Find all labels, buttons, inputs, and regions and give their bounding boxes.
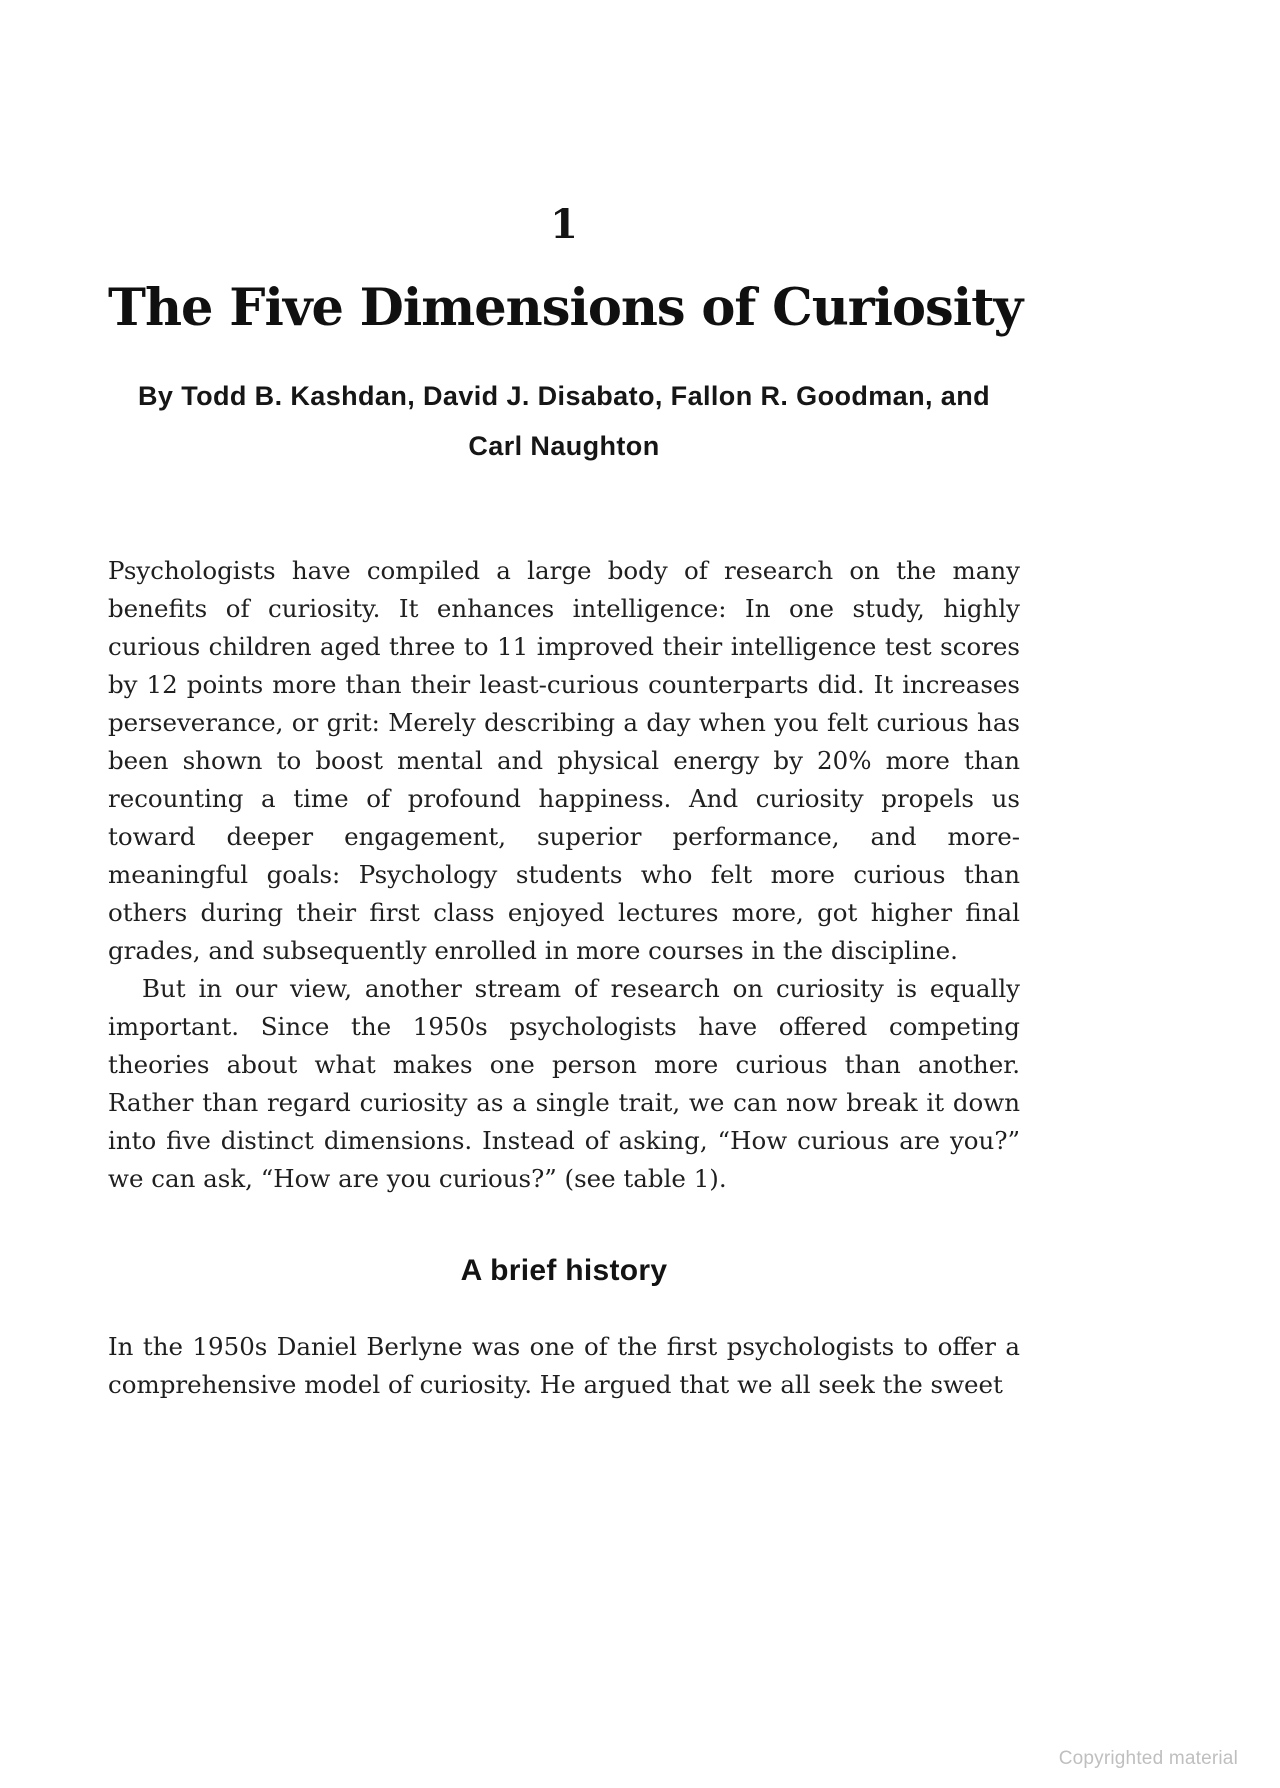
byline: By Todd B. Kashdan, David J. Disabato, Fallon R. Goodman, and Carl Naughton <box>138 380 990 461</box>
chapter-title: The Five Dimensions of Curiosity <box>108 278 1023 338</box>
section-heading: A brief history <box>460 1253 668 1287</box>
section-paragraph-1: In the 1950s Daniel Berlyne was one of the first psychologists to offer a comprehensive model of curiosity. He argued that we all seek the sweet <box>108 1331 1020 1399</box>
body-paragraph-2: But in our view, another stream of research on curiosity is equally important. Since the 1950s psychologists have offered competing theories about what makes one person more curious than another. Rather than regard curiosity as a single trait, we can now break it down into five distinct dimensions. Instead of asking, “How curious are you?” we can ask, “How are you curious?” (see table 1). <box>108 973 1020 1193</box>
chapter-content <box>108 0 1023 1404</box>
copyright-watermark: Copyrighted material <box>1058 1748 1238 1769</box>
body-paragraph-1: Psychologists have compiled a large body of research on the many benefits of curiosity. It enhances intelligence: In one study, highly curious children aged three to 11 improved their intelligence test scores by 12 points more than their least-curious counterparts did. It increases perseverance, or grit: Merely describing a day when you felt curious has been shown to boost mental and physical energy by 20% more than recounting a time of profound happiness. And curiosity propels us toward deeper engagement, superior performance, and more-meaningful goals: Psychology students who felt more curious than others during their first class enjoyed lectures more, got higher final grades, and subsequently enrolled in more courses in the discipline. <box>108 555 1020 965</box>
chapter-number: 1 <box>550 201 578 248</box>
